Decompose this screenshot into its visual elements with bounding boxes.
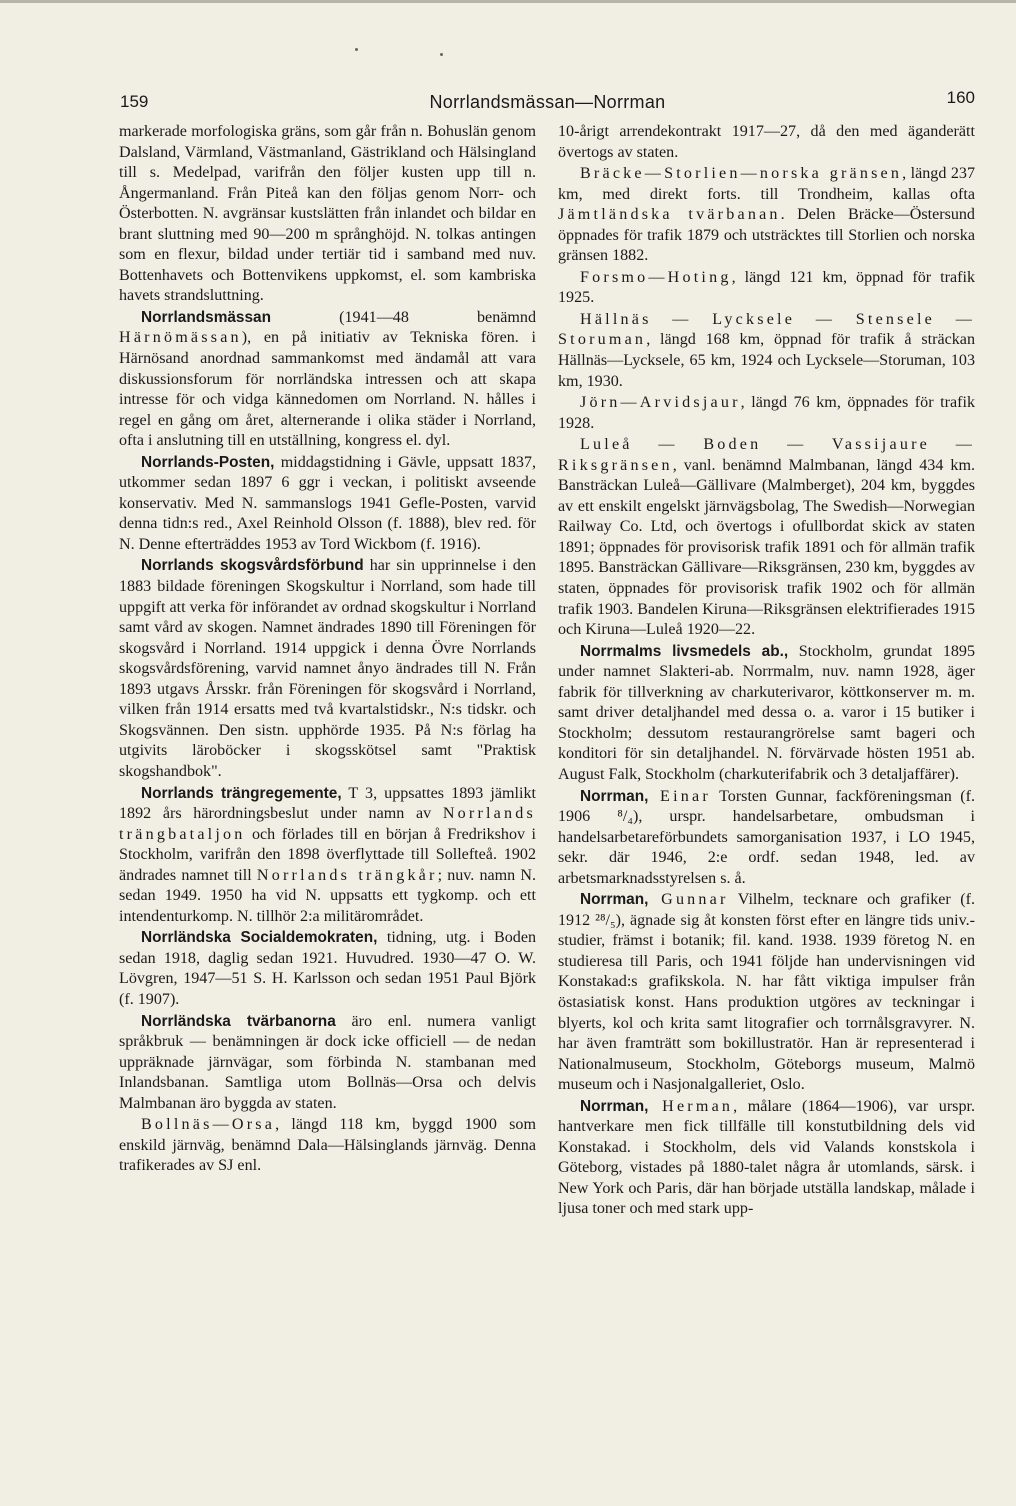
- text: T 3, uppsattes 1893 jämlikt 1892 års härordningsbeslut under namn av: [119, 784, 536, 823]
- entry-norrman-einar: [558, 787, 975, 890]
- text: middagstidning i Gävle, uppsatt 1837, utkommer sedan 1897 6 ggr i veckan, i politiskt avseende konservativ. Med N. sammanslogs 1941 Gefle-Posten, varvid denna tidn:s red., Axel Reinhold Olsson (f. 1888), blev red. för N. Denne efterträddes 1953 av Tord Wickbom (f. 1916).: [119, 453, 536, 553]
- spaced-text: Härnömässan: [119, 329, 242, 347]
- spaced-text: Norrlands trängkår: [256, 866, 438, 884]
- headword: Norrländska Socialdemokraten,: [141, 929, 378, 947]
- spaced-text: Jämtländska tvärbanan: [558, 206, 781, 224]
- text: och förlades till en början å Fredrikshov i Stockholm, varifrån den 1898 överflyttade till Sollefteå. 1902 ändrades namnet till: [119, 825, 536, 884]
- entry-norrlands-posten: [119, 453, 536, 556]
- page-number-left: 159: [120, 92, 149, 111]
- entry-trangregemente: [119, 784, 536, 928]
- text: , längd 121 km, öppnad för trafik 1925.: [558, 268, 975, 307]
- entry-skogsvardsforbund: [119, 556, 536, 782]
- text: ), en på initiativ av Tekniska fören. i Härnösand anordnad sammankomst med ändamål att vara diskussionsforum för norrländska intressen och att skapa intresse för och vidga kännedomen om Norrland. N. hålles i regel en gång om året, alternerande i olika städer i Norrland, ofta i anslutning till en utställning, kongress el. dyl.: [119, 329, 536, 450]
- entry-bracke-storlien: [558, 164, 975, 267]
- speck: [355, 48, 358, 51]
- headword: Norrlands-Posten,: [141, 453, 275, 471]
- paragraph: [558, 122, 975, 163]
- entry-tvarbanorna: [119, 1012, 536, 1115]
- paragraph: [119, 122, 536, 307]
- headword: Norrlandsmässan: [141, 308, 272, 326]
- scan-edge: [0, 0, 1016, 3]
- text: , längd 168 km, öppnad för trafik å sträckan Hällnäs—Lycksele, 65 km, 1924 och Lycksele—Storuman, 103 km, 1930.: [558, 331, 975, 390]
- entry-norrman-herman: [558, 1097, 975, 1220]
- spaced-text: Bollnäs—Orsa: [141, 1116, 276, 1134]
- spaced-text: Einar: [648, 787, 711, 805]
- headword: Norrlands trängregemente,: [141, 784, 342, 802]
- text: , längd 237 km, med direkt forts. till Trondheim, kallas ofta: [558, 165, 975, 203]
- entry-hallnas-storuman: [558, 310, 975, 392]
- entry-norrlandsmassan: [119, 308, 536, 452]
- headword: Norrmalms livsmedels ab.,: [580, 642, 789, 660]
- spaced-text: Bräcke—Storlien—norska gränsen: [580, 165, 903, 183]
- entry-forsmo-hoting: [558, 268, 975, 309]
- text: . Delen Bräcke—Östersund öppnades för trafik 1879 och utsträcktes till Storlien och norska gränsen 1882.: [558, 206, 975, 265]
- spaced-text: Jörn—Arvidsjaur: [580, 394, 741, 412]
- spaced-text: Forsmo—Hoting: [580, 268, 732, 286]
- headword: Norrman,: [580, 891, 649, 909]
- text: ; nuv. namn N. sedan 1949. 1950 ha vid N. uppsatts ett tygkomp. och ett intendenturkomp. N. tillhör 2:a militärområdet.: [119, 866, 536, 925]
- text: (1941—48 benämnd: [271, 308, 536, 326]
- text: äro enl. numera vanligt språkbruk — benämningen är dock icke officiell — de nedan uppräknade järnvägar, som förbinda N. stambanan med Inlandsbanan. Samtliga utom Bollnäs—Orsa och delvis Malmbanan äro byggda av staten.: [119, 1012, 536, 1112]
- headword: Norrman,: [580, 787, 649, 805]
- spaced-text: Herman: [648, 1097, 734, 1115]
- text: , längd 118 km, byggd 1900 som enskild järnväg, benämnd Dala—Hälsinglands järnväg. Denna trafikerades av SJ enl.: [119, 1116, 536, 1175]
- entry-malmbanan: [558, 435, 975, 640]
- text: Stockholm, grundat 1895 under namnet Slakteri-ab. Norrmalm, nuv. namn 1928, äger fabrik för tillverkning av charkuterivaror, köttkonserver m. m. samt driver detaljhandel med dessa o. a. varor i 15 butiker i Stockholm; dessutom restaurangrörelse samt bageri och konditori för sin detaljhandel. N. förvärvade hösten 1951 ab. August Falk, Stockholm (charkuterifabrik och 3 detaljaffärer).: [558, 642, 976, 783]
- right-column: [558, 122, 975, 1220]
- spaced-text: Luleå — Boden — Vassijaure — Riksgränsen: [558, 436, 975, 474]
- entry-norrman-gunnar: [558, 890, 975, 1095]
- spaced-text: Hällnäs — Lycksele — Stensele — Storuman: [558, 310, 975, 349]
- entry-bollnas-orsa: [119, 1115, 536, 1177]
- left-column: [119, 122, 536, 1177]
- text: , vanl. benämnd Malmbanan, längd 434 km. Bansträckan Luleå—Gällivare (Malmberget), 204 km, byggdes av ett enskilt engelskt järnvägsbolag, The Swedish—Norwegian Railway Co. Ltd, och övertogs i ofullbordat skick av staten 1891; öppnades för provisorisk trafik 1891 och för allmän trafik 1895. Bansträckan Gällivare—Riksgränsen, 230 km, byggdes av staten, öppnades för provisorisk trafik 1902 och för allmän trafik 1903. Bandelen Kiruna—Riksgränsen elektrifierades 1915 och Kiruna—Luleå 1920—22.: [558, 456, 976, 639]
- speck: [440, 53, 443, 56]
- headword: Norrlands skogsvårdsförbund: [141, 557, 364, 575]
- entry-jorn-arvidsjaur: [558, 393, 975, 434]
- text: , målare (1864—1906), var urspr. hantverkare men fick tillfälle till konstutbildning dels vid Konstakad. i Stockholm, dels vid Valands konstskola i Göteborg, vistades på 1880-talet några år utomlands, särsk. i New York och Paris, där han började utställa landskap, målade i ljusa toner och med stark upp-: [558, 1097, 975, 1218]
- spaced-text: Norrlands trängbataljon: [119, 805, 536, 843]
- text: tidning, utg. i Boden sedan 1918, daglig sedan 1921. Huvudred. 1930—47 O. W. Lövgren, 1947—51 S. H. Karlsson och sedan 1951 Paul Björk (f. 1907).: [119, 929, 537, 1008]
- text: markerade morfologiska gräns, som går från n. Bohuslän genom Dalsland, Värmland, Västmanland, Gästrikland och Hälsingland till s. Medelpad, varifrån den följer kusten upp till n. Ångermanland. Från Piteå kan den följas genom Norr- och Österbotten. N. avgränsar kustslätten från inlandet och bildar en brant sluttning med 90—200 m språnghöjd. N. tolkas antingen som en flexur, bildad under tertiär tid i samband med nuv. Bottenhavets och Bottenvikens uppkomst, el. som kambriska havets strandsluttning.: [119, 123, 536, 305]
- headword: Norrländska tvärbanorna: [141, 1012, 336, 1030]
- text: Vilhelm, tecknare och grafiker (f. 1912 ²⁸/₅), ägnade sig åt konsten först efter en längre tids univ.-studier, främst i botanik; fil. kand. 1938. 1939 företog N. en studieresa till Paris, och 1941 följde han undervisningen vid Konstakad:s grafikskola. N. har fått viktiga impulser från östasiatisk konst. Hans produktion utgöres av teckningar i blyerts, kol och krita samt litografier och torrnålsgravyrer. N. har även framträtt som bokillustratör. Han är representerad i Nationalmuseum, Stockholm, Göteborgs museum, Malmö museum och i Nasjonalgalleriet, Oslo.: [558, 891, 975, 1094]
- text: , längd 76 km, öppnades för trafik 1928.: [558, 394, 975, 432]
- page-header: [120, 88, 975, 116]
- text: Torsten Gunnar, fackföreningsman (f. 1906 ⁸/₄), urspr. handelsarbetare, ombudsman i handelsarbetareförbundets samorganisation 1937, i LO 1945, sekr. där 1946, 2:e ordf. sedan 1948, led. av arbetsmarknadsstyrelsen s. å.: [558, 787, 975, 887]
- text: 10-årigt arrendekontrakt 1917—27, då den med äganderätt övertogs av staten.: [558, 123, 975, 161]
- entry-norrmalms-livsmedels: [558, 642, 975, 786]
- entry-socialdemokraten: [119, 928, 536, 1010]
- spaced-text: Gunnar: [648, 891, 729, 909]
- running-title: Norrlandsmässan—Norrman: [429, 92, 666, 112]
- text: har sin upprinnelse i den 1883 bildade föreningen Skogskultur i Norrland, som hade till uppgift att verka för införandet av ordnad skogskultur i Norrland samt vård av skogen. Namnet ändrades 1890 till Föreningen för skogsvård i Norrland. 1914 uppgick i denna Övre Norrlands skogsvårdsförening, varvid namnet ånyo ändrades till N. Från 1893 utgavs Årsskr. från Föreningen för skogsvård i Norrland, vilken från 1914 ersatts med två kvartalstidskr., N:s tidskr. och Skogsvännen. Den sistn. upphörde 1935. På N:s förlag ha utgivits läroböcker i skogsskötsel samt "Praktisk skogshandbok".: [119, 557, 537, 780]
- page-number-right: 160: [946, 88, 975, 107]
- headword: Norrman,: [580, 1097, 649, 1115]
